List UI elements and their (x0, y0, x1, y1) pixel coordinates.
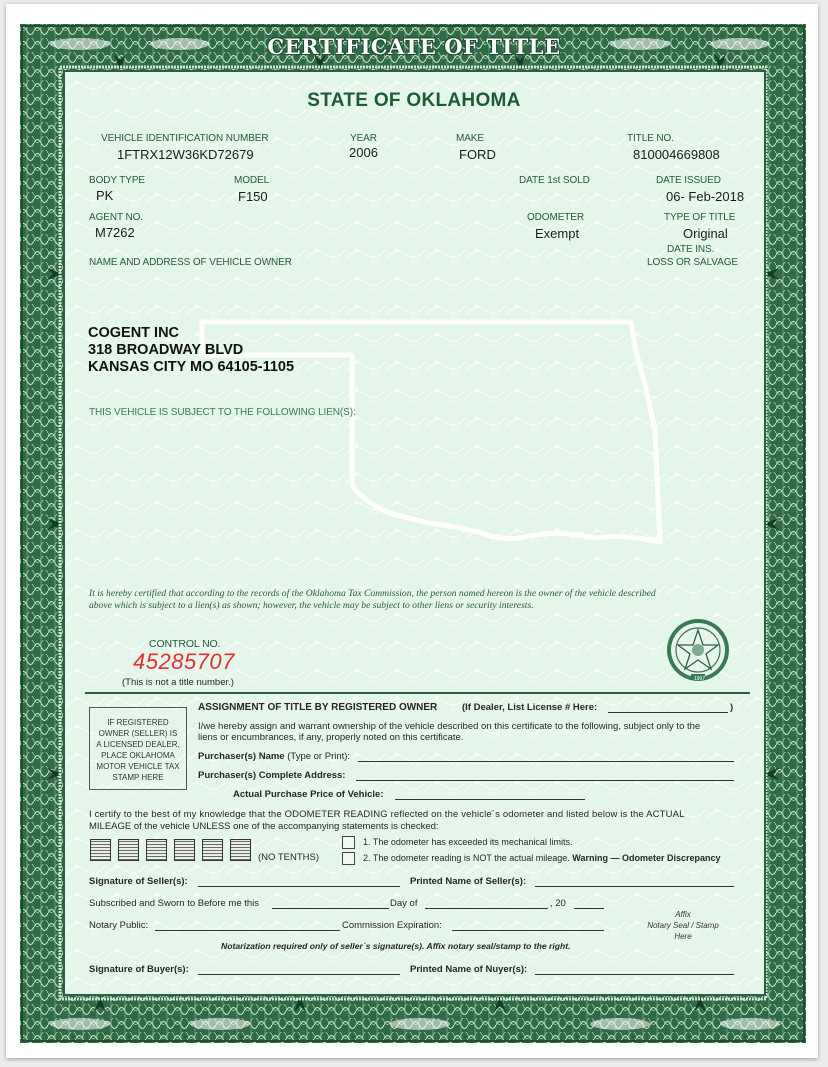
dealer-stamp-box (89, 707, 187, 790)
agent-no-value: M7262 (95, 225, 135, 240)
dealer-license-close: ) (730, 702, 734, 713)
sworn-year-field[interactable] (574, 908, 604, 909)
stamp-box-line: A LICENSED DEALER, (96, 740, 180, 749)
date-ins-label: DATE INS. (667, 244, 715, 255)
model-value: F150 (238, 189, 268, 204)
odometer-digit-box[interactable] (146, 839, 167, 861)
year-label: YEAR (350, 133, 377, 144)
control-number: 45285707 (133, 649, 235, 674)
seller-printed-name-label: Printed Name of Seller(s): (410, 876, 527, 887)
odometer-digit-box[interactable] (202, 839, 223, 861)
body-type-label: BODY TYPE (89, 175, 145, 186)
odometer-digit-box[interactable] (230, 839, 251, 861)
owner-name: COGENT INC (88, 325, 180, 341)
date-issued-label: DATE ISSUED (656, 175, 721, 186)
make-label: MAKE (456, 133, 484, 144)
type-of-title-label: TYPE OF TITLE (664, 212, 736, 223)
sworn-day-field[interactable] (272, 908, 389, 909)
stamp-box-line: IF REGISTERED (107, 718, 169, 727)
owner-address-line2: KANSAS CITY MO 64105-1105 (88, 359, 295, 375)
seal-year: 1907 (694, 676, 706, 682)
owner-address-line1: 318 BROADWAY BLVD (88, 342, 244, 358)
body-type-value: PK (96, 188, 114, 203)
odometer-exceeded-checkbox[interactable] (342, 836, 355, 849)
notary-seal-line: Notary Seal / Stamp (647, 921, 719, 930)
buyer-printed-name-label: Printed Name of Nuyer(s): (410, 964, 528, 975)
purchase-price-field[interactable] (395, 799, 585, 800)
stamp-box-line: PLACE OKLAHOMA (101, 751, 175, 760)
assignment-text-line1: I/we hereby assign and warrant ownership of the vehicle described on this certificate to the following, subject only to the (198, 721, 701, 732)
odometer-value: Exempt (535, 226, 580, 241)
notary-seal-area (640, 909, 726, 942)
sworn-label: Subscribed and Sworn to Before me this (89, 898, 260, 909)
dealer-license-label: (If Dealer, List License # Here: (462, 702, 598, 713)
dealer-license-field[interactable] (608, 712, 728, 713)
year-prefix-label: , 20 (550, 898, 566, 909)
notary-public-field[interactable] (155, 930, 340, 931)
notary-seal-line: Here (674, 932, 692, 941)
type-of-title-value: Original (683, 226, 728, 241)
notarization-note: Notarization required only of seller´s signature(s). Affix notary seal/stamp to the right. (221, 941, 571, 951)
liens-label: THIS VEHICLE IS SUBJECT TO THE FOLLOWING LIEN(S): (89, 407, 356, 418)
buyer-signature-label: Signature of Buyer(s): (89, 964, 189, 975)
state-title: STATE OF OKLAHOMA (307, 90, 521, 111)
notary-seal-line: Affix (675, 910, 691, 919)
agent-no-label: AGENT NO. (89, 212, 143, 223)
seller-signature-label: Signature of Seller(s): (89, 876, 188, 887)
purchaser-name-label-bold: Purchaser(s) Name (198, 751, 285, 762)
buyer-printed-name-field[interactable] (535, 974, 734, 975)
loss-salvage-label: LOSS OR SALVAGE (647, 257, 738, 268)
notary-public-label: Notary Public: (89, 920, 149, 931)
purchaser-address-label: Purchaser(s) Complete Address: (198, 770, 346, 781)
owner-label: NAME AND ADDRESS OF VEHICLE OWNER (89, 257, 292, 268)
odometer-option2 (363, 853, 721, 863)
year-value: 2006 (349, 145, 378, 160)
vin-label: VEHICLE IDENTIFICATION NUMBER (101, 133, 269, 144)
no-tenths-label: (NO TENTHS) (258, 852, 320, 863)
title-no-label: TITLE NO. (627, 133, 674, 144)
title-no-value: 810004669808 (633, 147, 720, 162)
day-of-label: Day of (390, 898, 418, 909)
make-value: FORD (459, 147, 496, 162)
odometer-digit-box[interactable] (118, 839, 139, 861)
stamp-box-line: STAMP HERE (112, 773, 164, 782)
certification-line2: above which is subject to a lien(s) as shown; however, the vehicle may be subject to other liens or security interests. (89, 600, 534, 611)
control-note: (This is not a title number.) (122, 677, 234, 688)
odometer-statement-line1: I certify to the best of my knowledge that the ODOMETER READING reflected on the vehicle´s odometer and listed below is the ACTUAL (89, 809, 685, 820)
seller-printed-name-field[interactable] (535, 886, 734, 887)
purchaser-address-field[interactable] (356, 780, 734, 781)
vin-value: 1FTRX12W36KD72679 (117, 147, 254, 162)
commission-expiration-field[interactable] (452, 930, 604, 931)
odometer-discrepancy-warning: Warning — Odometer Discrepancy (572, 853, 721, 863)
stamp-box-line: MOTOR VEHICLE TAX (96, 762, 180, 771)
odometer-not-actual-checkbox[interactable] (342, 852, 355, 865)
assignment-heading: ASSIGNMENT OF TITLE BY REGISTERED OWNER (198, 702, 438, 713)
purchaser-name-field[interactable] (358, 761, 734, 762)
stamp-box-line: OWNER (SELLER) IS (98, 729, 178, 738)
odometer-option1: 1. The odometer has exceeded its mechanical limits. (363, 837, 573, 847)
certificate-banner-title: CERTIFICATE OF TITLE (267, 34, 561, 59)
certification-line1: It is hereby certified that according to the records of the Oklahoma Tax Commission, the person named hereon is the owner of the vehicle described (89, 588, 656, 599)
purchase-price-label: Actual Purchase Price of Vehicle: (233, 789, 384, 800)
purchaser-name-label (198, 751, 350, 762)
oklahoma-state-seal (665, 617, 731, 683)
odometer-option2-text: 2. The odometer reading is NOT the actual mileage. (363, 853, 570, 863)
odometer-digit-box[interactable] (90, 839, 111, 861)
date-first-sold-label: DATE 1st SOLD (519, 175, 590, 186)
odometer-statement-line2: MILEAGE of the vehicle UNLESS one of the accompanying statements is checked: (89, 821, 439, 832)
buyer-signature-field[interactable] (198, 974, 400, 975)
commission-expiration-label: Commission Expiration: (342, 920, 442, 931)
purchaser-name-label-rest: (Type or Print): (284, 751, 351, 762)
odometer-label: ODOMETER (527, 212, 584, 223)
model-label: MODEL (234, 175, 270, 186)
odometer-digit-box[interactable] (174, 839, 195, 861)
sworn-month-field[interactable] (425, 908, 548, 909)
assignment-text-line2: liens or encumbrances, if any, properly noted on this certificate. (198, 732, 464, 743)
seller-signature-field[interactable] (198, 886, 400, 887)
date-issued-value: 06- Feb-2018 (666, 189, 745, 204)
section-divider (85, 692, 750, 694)
control-no-label: CONTROL NO. (149, 638, 221, 650)
